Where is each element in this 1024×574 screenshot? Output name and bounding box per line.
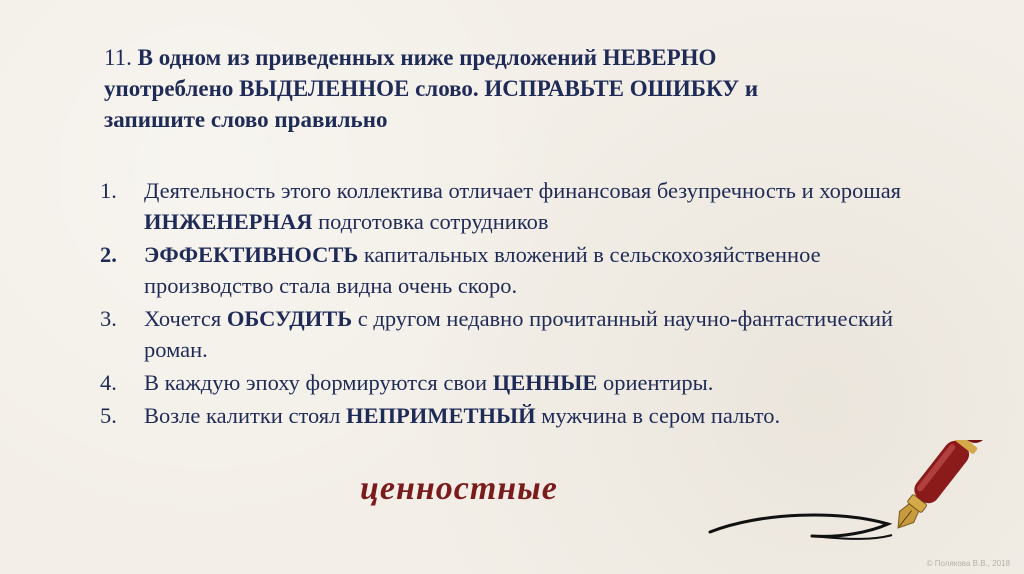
task-number: 11. bbox=[104, 45, 132, 70]
item-text-before: В каждую эпоху формируются свои bbox=[144, 370, 493, 395]
item-number: 4. bbox=[100, 370, 117, 395]
item-text-before: Хочется bbox=[144, 306, 227, 331]
item-text bbox=[144, 400, 940, 431]
item-text-before: Деятельность этого коллектива отличает финансовая безупречность и хорошая bbox=[144, 178, 902, 203]
item-text-after: мужчина в сером пальто. bbox=[535, 403, 781, 428]
list-item bbox=[100, 303, 940, 365]
item-text bbox=[144, 175, 940, 237]
task-heading bbox=[104, 42, 904, 135]
highlighted-word: ЭФФЕКТИВНОСТЬ bbox=[144, 242, 359, 267]
item-text-before: Возле калитки стоял bbox=[144, 403, 347, 428]
item-number: 5. bbox=[100, 403, 117, 428]
answer-word: ценностные bbox=[360, 470, 558, 507]
item-text-after: подготовка сотрудников bbox=[312, 209, 549, 234]
item-text bbox=[144, 303, 940, 365]
list-item bbox=[100, 400, 940, 431]
item-text-after: с другом недавно прочитанный научно-фантастический роман. bbox=[144, 306, 894, 362]
item-number: 1. bbox=[100, 178, 117, 203]
highlighted-word: ОБСУДИТЬ bbox=[226, 306, 353, 331]
item-text-after: ориентиры. bbox=[597, 370, 714, 395]
highlighted-word: ЦЕННЫЕ bbox=[492, 370, 598, 395]
item-number: 2. bbox=[100, 242, 117, 267]
item-text bbox=[144, 239, 940, 301]
item-text-after: капитальных вложений в сельскохозяйственное производство стала видна очень скоро. bbox=[144, 242, 821, 298]
fountain-pen-icon bbox=[700, 440, 990, 560]
item-text bbox=[144, 367, 940, 398]
item-number: 3. bbox=[100, 306, 117, 331]
sentence-list bbox=[100, 175, 940, 433]
task-text-line2: употреблено ВЫДЕЛЕННОЕ слово. ИСПРАВЬТЕ ОШИБКУ и bbox=[104, 76, 759, 101]
task-text-line1: В одном из приведенных ниже предложений НЕВЕРНО bbox=[137, 45, 717, 70]
highlighted-word: НЕПРИМЕТНЫЙ bbox=[346, 403, 536, 428]
highlighted-word: ИНЖЕНЕРНАЯ bbox=[144, 209, 313, 234]
copyright: © Полякова В.В., 2018 bbox=[926, 559, 1010, 568]
list-item bbox=[100, 367, 940, 398]
task-text-line3: запишите слово правильно bbox=[104, 107, 388, 132]
list-item bbox=[100, 239, 940, 301]
list-item bbox=[100, 175, 940, 237]
